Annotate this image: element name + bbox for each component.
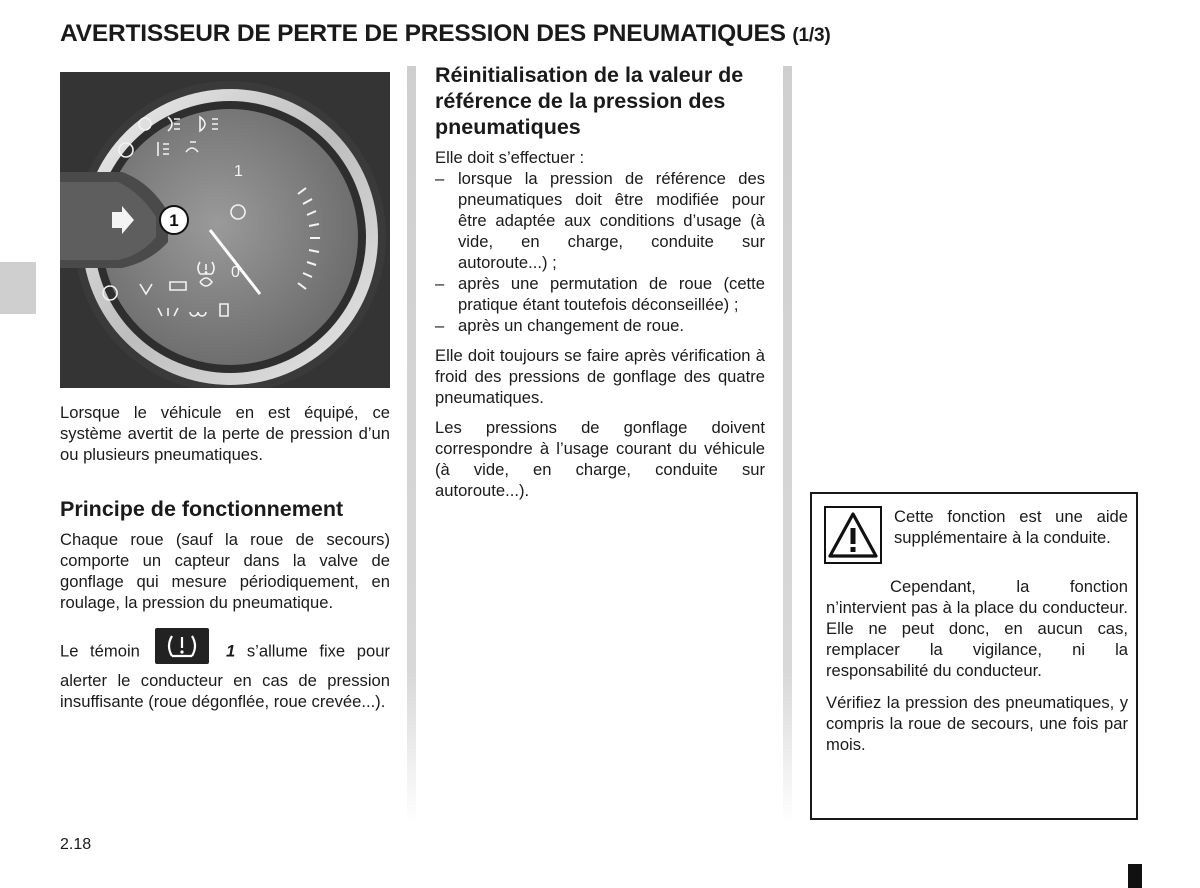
instrument-cluster-photo (60, 72, 390, 388)
principle-heading-block (60, 496, 390, 522)
warning-paragraph-3: Vérifiez la pression des pneumatiques, y compris la roue de secours, une fois par mois. (826, 693, 1128, 754)
intro-paragraph: Lorsque le véhicule en est équipé, ce système avertit de la perte de pression d’un ou plusieurs pneumatiques. (60, 403, 390, 464)
warning-triangle-icon (824, 506, 882, 564)
warning-paragraph-2: Cependant, la fonction n’intervient pas à la place du conducteur. Elle ne peut donc, en aucun cas, remplacer la vigilance, ni la responsabilité du conducteur. (826, 577, 1128, 680)
list-item: – lorsque la pression de référence des pneumatiques doit être modifiée pour être adaptée aux conditions d’usage (à vide, en charge, conduite sur autoroute...) ; (435, 168, 765, 273)
reset-paragraph-1: Elle doit toujours se faire après vérification à froid des pressions de gonflage des quatre pneumatiques. (435, 346, 765, 407)
warning-light-text-start: Le témoin (60, 641, 140, 661)
tpms-warning-icon (155, 628, 209, 664)
reset-lead: Elle doit s’effectuer : (435, 148, 585, 167)
warning-light-section (60, 634, 390, 712)
reset-section (435, 147, 765, 501)
gauge-digit-1: 1 (234, 163, 243, 180)
reset-paragraph-2: Les pressions de gonflage doivent correspondre à l’usage courant du véhicule (à vide, en charge, conduite sur autoroute...). (435, 418, 765, 500)
warning-paragraph-1: Cette fonction est une aide supplémentaire à la conduite. (894, 507, 1128, 547)
warning-light-number: 1 (226, 641, 236, 661)
photo-reference-code: 36504 (368, 109, 380, 140)
column-divider-2 (783, 66, 792, 824)
column-divider-1 (407, 66, 416, 824)
principle-section (60, 529, 390, 613)
page-number: 2.18 (60, 836, 92, 853)
warning-light-paragraph (60, 634, 390, 712)
warning-light-text-end: s’allume fixe pour alerter le conducteur en cas de pression insuffisante (roue dégonflée, roue crevée...). (60, 641, 390, 711)
page-part-indicator: (1/3) (792, 25, 831, 46)
chapter-tab (0, 262, 36, 314)
reset-heading-block (435, 62, 765, 140)
callout-number: 1 (169, 211, 179, 230)
list-item: – après un changement de roue. (435, 315, 765, 336)
principle-paragraph: Chaque roue (sauf la roue de secours) comporte un capteur dans la valve de gonflage qui mesure périodiquement, en roulage, la pression du pneumatique. (60, 530, 390, 612)
page-title-text: AVERTISSEUR DE PERTE DE PRESSION DES PNEUMATIQUES (60, 20, 786, 47)
reset-conditions-list (435, 168, 765, 336)
intro-section (60, 402, 390, 465)
list-item: – après une permutation de roue (cette pratique étant toutefois déconseillée) ; (435, 273, 765, 315)
page-corner-mark (1128, 864, 1142, 888)
warning-box (810, 492, 1138, 820)
reset-heading: Réinitialisation de la valeur de référence de la pression des pneumatiques (435, 63, 744, 139)
principle-heading: Principe de fonctionnement (60, 497, 344, 521)
page-title (60, 20, 830, 48)
gauge-digit-0: 0 (231, 264, 240, 281)
